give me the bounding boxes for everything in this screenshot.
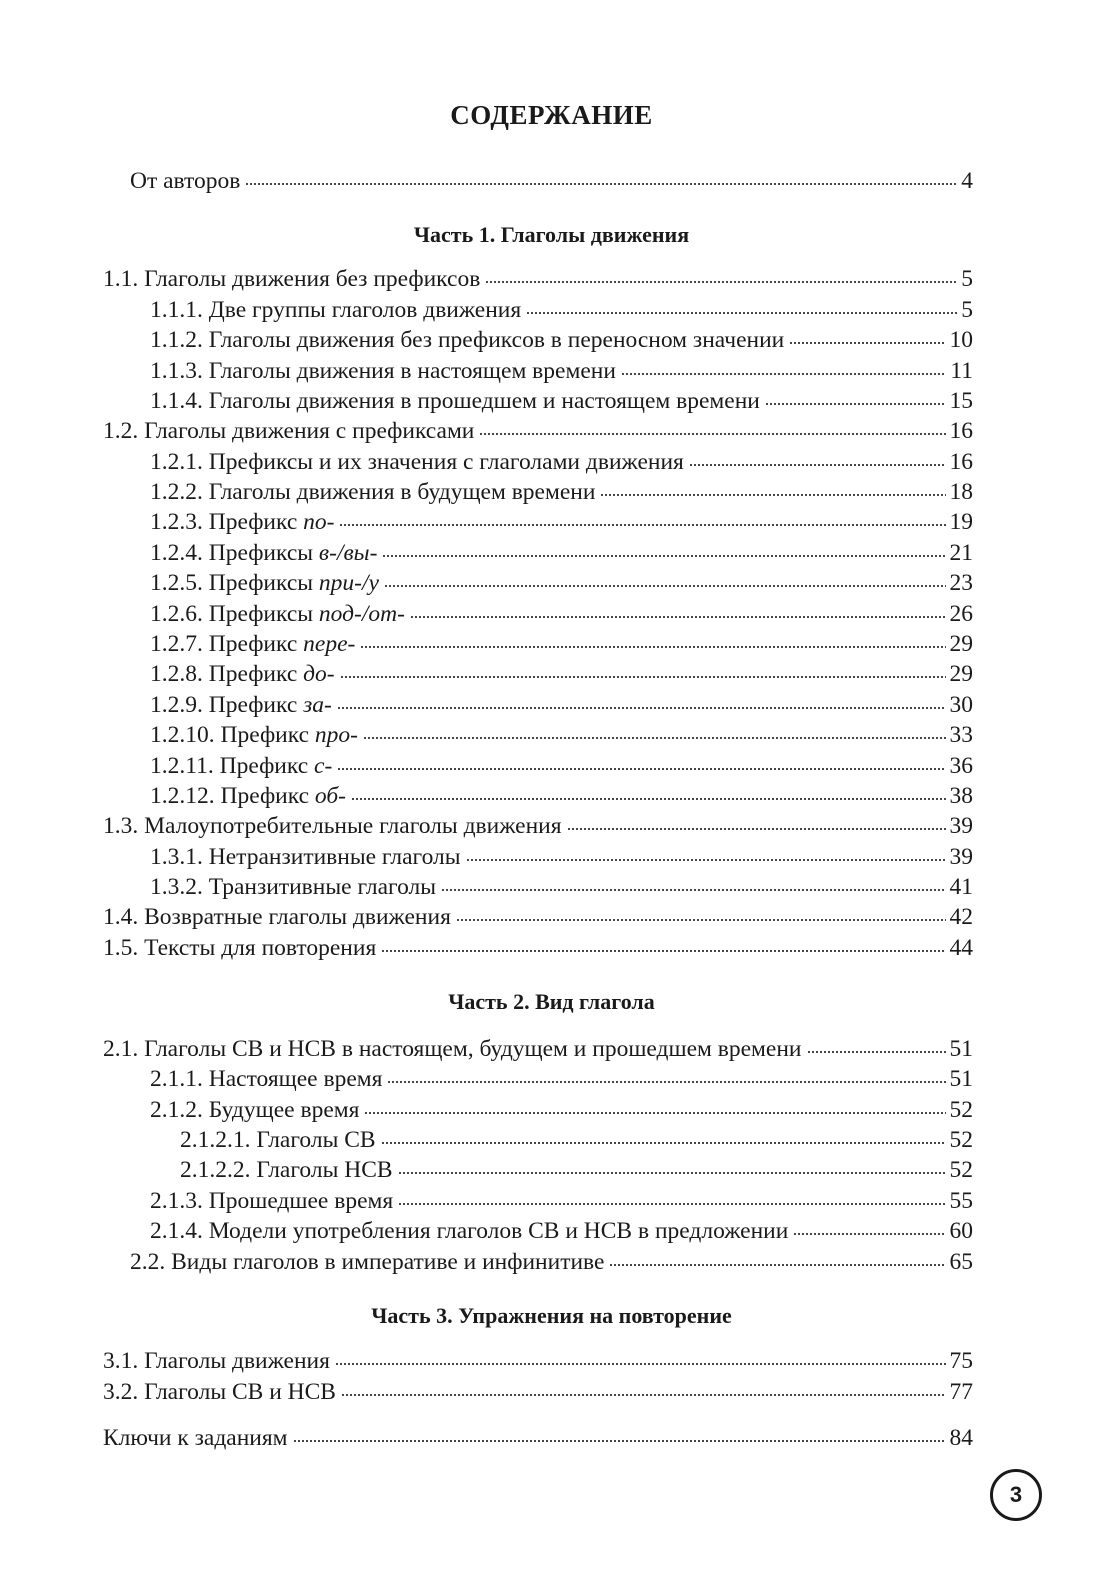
toc-page-number: 39 bbox=[949, 844, 973, 870]
dot-leader bbox=[293, 1438, 946, 1444]
toc-entry-title bbox=[150, 659, 335, 689]
toc-entry-title: 1.3. Малоупотребительные глаголы движения bbox=[103, 813, 562, 839]
toc-entry-1-2-5[interactable] bbox=[150, 568, 973, 598]
dot-leader bbox=[456, 917, 946, 923]
dot-leader bbox=[351, 796, 946, 802]
toc-entry-1-2-10[interactable] bbox=[150, 720, 973, 750]
toc-entry-label: 1.2.12. Префикс bbox=[150, 783, 315, 809]
toc-entry-label: 1.2.5. Префиксы bbox=[150, 570, 319, 596]
dot-leader bbox=[398, 1201, 945, 1207]
toc-page-number: 51 bbox=[949, 1036, 973, 1062]
toc-page-number: 19 bbox=[949, 509, 973, 535]
dot-leader bbox=[621, 371, 946, 377]
prefix-italic: об- bbox=[314, 783, 346, 809]
toc-entry-2-1-1[interactable] bbox=[150, 1064, 973, 1094]
toc-page-number: 5 bbox=[961, 266, 973, 292]
toc-entry-1-2-2[interactable] bbox=[150, 477, 973, 507]
dot-leader bbox=[441, 887, 945, 893]
toc-entry-1-4[interactable] bbox=[103, 902, 973, 932]
dot-leader bbox=[335, 1361, 946, 1367]
toc-page-number: 18 bbox=[949, 479, 973, 505]
toc-page-number: 26 bbox=[949, 601, 973, 627]
dot-leader bbox=[341, 1392, 946, 1398]
part-heading-2: Часть 2. Вид глагола bbox=[448, 989, 655, 1014]
toc-entry-3-1[interactable] bbox=[103, 1346, 973, 1376]
toc-entry-label: 1.2.10. Префикс bbox=[150, 722, 315, 748]
toc-page-number: 36 bbox=[949, 753, 973, 779]
prefix-italic: по- bbox=[303, 509, 335, 535]
toc-entry-label: 1.2.11. Префикс bbox=[150, 753, 315, 779]
dot-leader bbox=[340, 674, 946, 680]
dot-leader bbox=[382, 553, 945, 559]
dot-leader bbox=[410, 614, 946, 620]
toc-entry-title: 1.2. Глаголы движения с префиксами bbox=[103, 418, 475, 444]
toc-entry-1-3[interactable] bbox=[103, 811, 973, 841]
toc-entry-label: 1.2.8. Префикс bbox=[150, 661, 304, 687]
toc-entry-title: 1.3.1. Нетранзитивные глаголы bbox=[150, 844, 461, 870]
dot-leader bbox=[689, 462, 946, 468]
toc-page-number: 5 bbox=[961, 297, 973, 323]
toc-entry-title: 1.2.2. Глаголы движения в будущем времени bbox=[150, 479, 596, 505]
toc-page-number: 29 bbox=[949, 661, 973, 687]
toc-entry-title: 1.2.1. Префиксы и их значения с глаголами движения bbox=[150, 449, 684, 475]
dot-leader bbox=[337, 705, 946, 711]
toc-entry-1-2-11[interactable] bbox=[150, 751, 973, 781]
dot-leader bbox=[466, 857, 946, 863]
toc-entry-title: 2.1.1. Настоящее время bbox=[150, 1066, 383, 1092]
dot-leader bbox=[398, 1170, 946, 1176]
toc-entry-title: 1.3.2. Транзитивные глаголы bbox=[150, 874, 437, 900]
toc-entry-title: 2.1. Глаголы СВ и НСВ в настоящем, будущем и прошедшем времени bbox=[103, 1036, 802, 1062]
toc-entry-2-2[interactable] bbox=[130, 1247, 973, 1277]
dot-leader bbox=[485, 279, 957, 285]
toc-entry-2-1-2-2[interactable] bbox=[180, 1155, 973, 1185]
toc-page-number: 16 bbox=[949, 418, 973, 444]
part-heading-1: Часть 1. Глаголы движения bbox=[413, 222, 690, 247]
toc-page-number: 52 bbox=[949, 1127, 973, 1153]
dot-leader bbox=[363, 735, 946, 741]
toc-entry-title bbox=[150, 507, 334, 537]
dot-leader bbox=[789, 340, 945, 346]
toc-page-number: 65 bbox=[949, 1249, 973, 1275]
toc-entry-1-2-1[interactable] bbox=[150, 447, 973, 477]
toc-entry-title: Ключи к заданиям bbox=[103, 1425, 288, 1451]
toc-entry-title bbox=[150, 568, 379, 598]
toc-page-number: 23 bbox=[949, 570, 973, 596]
toc-page-number: 38 bbox=[949, 783, 973, 809]
prefix-italic: при-/у bbox=[318, 570, 379, 596]
toc-entry-title bbox=[150, 720, 358, 750]
part-heading-3: Часть 3. Упражнения на повторение bbox=[371, 1303, 732, 1328]
toc-entry-title bbox=[150, 599, 405, 629]
dot-leader bbox=[807, 1049, 946, 1055]
toc-entry-2-1-4[interactable] bbox=[150, 1216, 973, 1246]
toc-page-number: 21 bbox=[949, 540, 973, 566]
dot-leader bbox=[364, 1110, 945, 1116]
toc-page-number: 60 bbox=[949, 1218, 973, 1244]
toc-entry-title: 3.2. Глаголы СВ и НСВ bbox=[103, 1379, 336, 1405]
toc-entry-title: 3.1. Глаголы движения bbox=[103, 1348, 330, 1374]
toc-entry-label: 1.2.7. Префикс bbox=[150, 631, 304, 657]
toc-entry-1-1[interactable] bbox=[103, 264, 973, 294]
toc-page-number: 55 bbox=[949, 1188, 973, 1214]
toc-page-number: 41 bbox=[949, 874, 973, 900]
toc-entry-1-3-1[interactable] bbox=[150, 842, 973, 872]
toc-entry-1-2[interactable] bbox=[103, 416, 973, 446]
dot-leader bbox=[381, 948, 945, 954]
toc-entry-title: От авторов bbox=[130, 168, 241, 194]
toc-entry-label: 1.2.6. Префиксы bbox=[150, 601, 319, 627]
toc-entry-1-2-8[interactable] bbox=[150, 659, 973, 689]
page-title: СОДЕРЖАНИЕ bbox=[450, 100, 653, 130]
toc-page-number: 75 bbox=[949, 1348, 973, 1374]
toc-entry-1-5[interactable] bbox=[103, 933, 973, 963]
prefix-italic: с- bbox=[314, 753, 333, 779]
toc-entry-2-1-2[interactable] bbox=[150, 1095, 973, 1125]
toc-page-number: 4 bbox=[961, 168, 973, 194]
toc-entry-3-2[interactable] bbox=[103, 1377, 973, 1407]
toc-entry-title: 1.1.4. Глаголы движения в прошедшем и настоящем времени bbox=[150, 388, 760, 414]
toc-entry-1-2-4[interactable] bbox=[150, 538, 973, 568]
prefix-italic: про- bbox=[314, 722, 358, 748]
dot-leader bbox=[387, 1079, 945, 1085]
toc-page-number: 39 bbox=[949, 813, 973, 839]
toc-entry-title: 2.1.4. Модели употребления глаголов СВ и НСВ в предложении bbox=[150, 1218, 789, 1244]
dot-leader bbox=[245, 181, 957, 187]
dot-leader bbox=[360, 644, 945, 650]
dot-leader bbox=[526, 310, 957, 316]
toc-page-number: 29 bbox=[949, 631, 973, 657]
toc-entry-title bbox=[150, 781, 346, 811]
toc-entry-title: 2.1.2.2. Глаголы НСВ bbox=[180, 1157, 393, 1183]
toc-entry-title bbox=[150, 690, 332, 720]
toc-entry-1-1-3[interactable] bbox=[150, 356, 973, 386]
toc-entry-1-2-6[interactable] bbox=[150, 599, 973, 629]
toc-page-number: 44 bbox=[949, 935, 973, 961]
prefix-italic: пере- bbox=[303, 631, 356, 657]
toc-entry-title: 1.1. Глаголы движения без префиксов bbox=[103, 266, 481, 292]
toc-entry-title: 2.1.3. Прошедшее время bbox=[150, 1188, 394, 1214]
toc-page-number: 52 bbox=[949, 1157, 973, 1183]
toc-page-number: 15 bbox=[949, 388, 973, 414]
toc-entry-1-2-9[interactable] bbox=[150, 690, 973, 720]
toc-entry-title: 2.1.2. Будущее время bbox=[150, 1097, 360, 1123]
toc-entry-title bbox=[150, 538, 377, 568]
dot-leader bbox=[600, 492, 945, 498]
toc-entry-1-3-2[interactable] bbox=[150, 872, 973, 902]
toc-entry-label: 1.2.3. Префикс bbox=[150, 509, 304, 535]
toc-entry-title: 1.5. Тексты для повторения bbox=[103, 935, 377, 961]
prefix-italic: под-/от- bbox=[318, 601, 405, 627]
toc-entry-1-2-12[interactable] bbox=[150, 781, 973, 811]
dot-leader bbox=[381, 1140, 946, 1146]
toc-entry-title: 1.1.3. Глаголы движения в настоящем времени bbox=[150, 358, 616, 384]
toc-entry-1-1-1[interactable] bbox=[150, 295, 973, 325]
dot-leader bbox=[609, 1262, 945, 1268]
dot-leader bbox=[337, 766, 945, 772]
dot-leader bbox=[793, 1231, 945, 1237]
toc-entry-1-1-4[interactable] bbox=[150, 386, 973, 416]
toc-page-number: 16 bbox=[949, 449, 973, 475]
toc-entry-1-2-3[interactable] bbox=[150, 507, 973, 537]
toc-entry-title bbox=[150, 751, 332, 781]
toc-page-number: 51 bbox=[949, 1066, 973, 1092]
toc-entry-authors[interactable] bbox=[130, 166, 973, 196]
page-number-badge: 3 bbox=[990, 1469, 1042, 1521]
toc-entry-title: 2.1.2.1. Глаголы СВ bbox=[180, 1127, 376, 1153]
toc-entry-title: 1.4. Возвратные глаголы движения bbox=[103, 904, 451, 930]
toc-entry-label: 1.2.9. Префикс bbox=[150, 692, 304, 718]
toc-entry-title: 1.1.2. Глаголы движения без префиксов в переносном значении bbox=[150, 327, 785, 353]
toc-entry-title: 1.1.1. Две группы глаголов движения bbox=[150, 297, 522, 323]
toc-page-number: 42 bbox=[949, 904, 973, 930]
toc-page-number: 77 bbox=[949, 1379, 973, 1405]
dot-leader bbox=[479, 431, 945, 437]
toc-entry-title bbox=[150, 629, 355, 659]
dot-leader bbox=[567, 826, 946, 832]
toc-page-number: 10 bbox=[949, 327, 973, 353]
toc-entry-2-1-2-1[interactable] bbox=[180, 1125, 973, 1155]
toc-page-number: 30 bbox=[949, 692, 973, 718]
toc-entry-label: 1.2.4. Префиксы bbox=[150, 540, 319, 566]
prefix-italic: в-/вы- bbox=[318, 540, 378, 566]
toc-entry-1-1-2[interactable] bbox=[150, 325, 973, 355]
toc-entry-title: 2.2. Виды глаголов в императиве и инфинитиве bbox=[130, 1249, 605, 1275]
toc-entry-2-1[interactable] bbox=[103, 1034, 973, 1064]
dot-leader bbox=[384, 583, 946, 589]
toc-entry-2-1-3[interactable] bbox=[150, 1186, 973, 1216]
toc-page-number: 84 bbox=[949, 1425, 973, 1451]
toc-entry-1-2-7[interactable] bbox=[150, 629, 973, 659]
toc-entry-answer-keys[interactable] bbox=[103, 1423, 973, 1453]
toc-page-number: 11 bbox=[950, 358, 973, 384]
toc-page-number: 33 bbox=[949, 722, 973, 748]
prefix-italic: до- bbox=[303, 661, 335, 687]
toc-page-number: 52 bbox=[949, 1097, 973, 1123]
prefix-italic: за- bbox=[303, 692, 332, 718]
dot-leader bbox=[765, 401, 946, 407]
dot-leader bbox=[339, 522, 945, 528]
